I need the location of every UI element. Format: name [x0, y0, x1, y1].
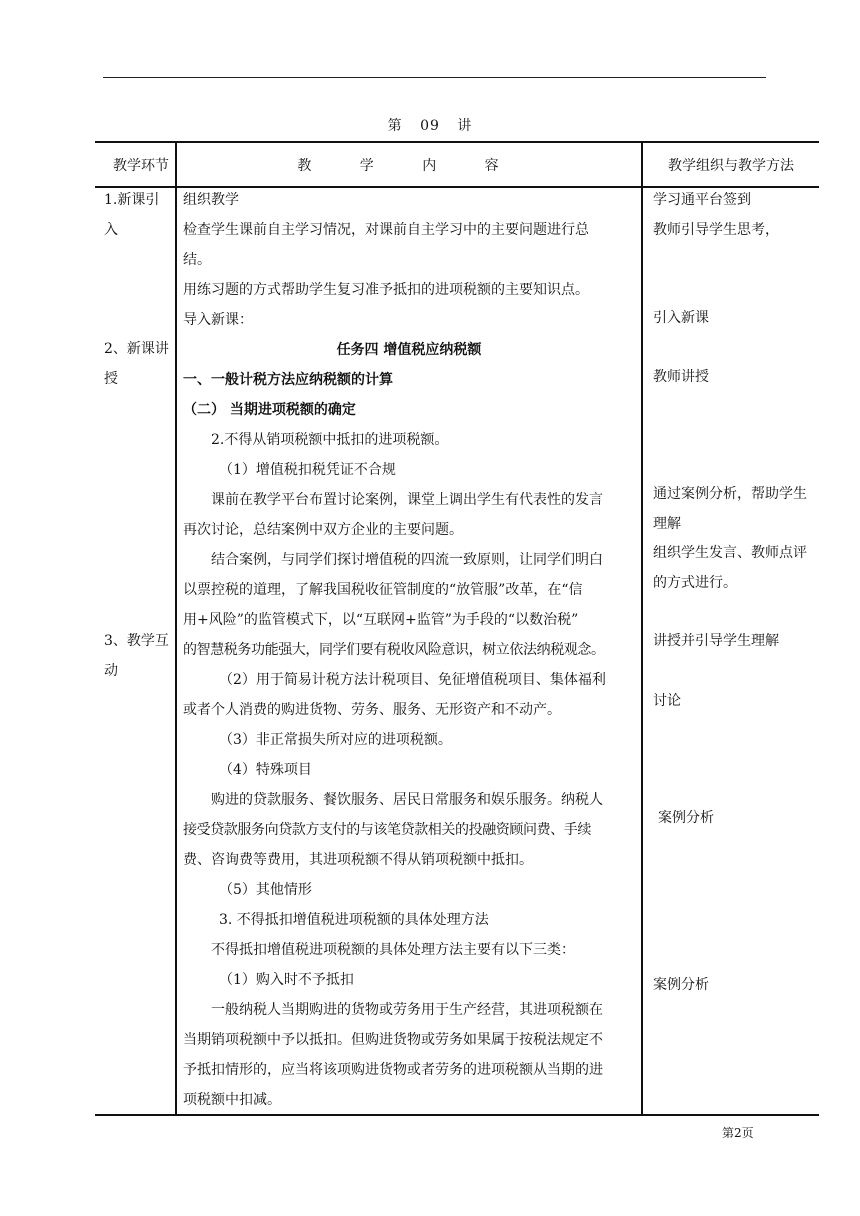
stage-teach-line1: 2、新课讲	[104, 341, 169, 357]
section-heading: 一、一般计税方法应纳税额的计算	[183, 372, 393, 388]
column-header-method: 教学组织与教学方法	[668, 158, 794, 174]
method-case-cont: 理解	[653, 516, 681, 532]
stage-intro-line1: 1.新课引	[104, 192, 160, 208]
method-intro: 引入新课	[653, 310, 709, 326]
stage-teach-line2: 授	[104, 371, 118, 387]
column-divider-2	[641, 141, 643, 1116]
content-line: 结合案例，与同学们探讨增值税的四流一致原则，让同学们明白	[211, 552, 603, 568]
content-line: 购进的贷款服务、餐饮服务、居民日常服务和娱乐服务。纳税人	[211, 792, 603, 808]
content-block	[183, 185, 635, 1115]
method-case: 通过案例分析，帮助学生	[653, 486, 807, 502]
lecture-number: 09	[420, 118, 440, 134]
method-case-analysis-1: 案例分析	[658, 810, 714, 826]
content-line: 或者个人消费的购进货物、劳务、服务、无形资产和不动产。	[183, 702, 561, 718]
content-line: 结。	[183, 252, 211, 268]
content-line: （2）用于简易计税方法计税项目、免征增值税项目、集体福利	[219, 672, 606, 688]
content-line: 导入新课：	[183, 312, 253, 328]
lesson-plan-table	[95, 141, 819, 1116]
stage-interact-line1: 3、教学互	[104, 633, 169, 649]
column-header-stage: 教学环节	[113, 158, 169, 174]
content-line: （5）其他情形	[219, 882, 312, 898]
content-line: 的智慧税务功能强大，同学们要有税收风险意识，树立依法纳税观念。	[183, 642, 605, 658]
content-line: 一般纳税人当期购进的货物或劳务用于生产经营，其进项税额在	[211, 1002, 603, 1018]
header-rule	[103, 77, 766, 78]
subsection-heading: （二） 当期进项税额的确定	[183, 402, 356, 418]
content-line: 检查学生课前自主学习情况，对课前自主学习中的主要问题进行总	[183, 222, 589, 238]
content-line: 不得抵扣增值税进项税额的具体处理方法主要有以下三类：	[211, 942, 575, 958]
method-discussion: 讨论	[653, 693, 681, 709]
method-explain: 讲授并引导学生理解	[653, 633, 779, 649]
method-guide: 教师引导学生思考，	[653, 222, 779, 238]
content-line: （1）购入时不予抵扣	[219, 972, 354, 988]
page-number: 第2页	[722, 1126, 754, 1140]
lecture-prefix: 第	[387, 118, 403, 134]
stage-intro-line2: 入	[104, 222, 118, 238]
stage-interact-line2: 动	[104, 663, 118, 679]
content-line: （4）特殊项目	[219, 762, 312, 778]
method-case-analysis-2: 案例分析	[653, 977, 709, 993]
content-line: （3）非正常损失所对应的进项税额。	[219, 732, 452, 748]
content-line: 2.不得从销项税额中抵扣的进项税额。	[211, 432, 449, 448]
content-line: 予抵扣情形的，应当将该项购进货物或者劳务的进项税额从当期的进	[183, 1062, 603, 1078]
method-discuss: 组织学生发言、教师点评	[653, 545, 807, 561]
column-header-content: 教 学 内 容	[297, 158, 521, 174]
content-line: 3. 不得抵扣增值税进项税额的具体处理方法	[219, 912, 489, 928]
section-title: 任务四 增值税应纳税额	[336, 342, 482, 358]
content-line: 课前在教学平台布置讨论案例，课堂上调出学生有代表性的发言	[211, 492, 603, 508]
stage-interact	[104, 626, 172, 686]
content-line: 接受贷款服务向贷款方支付的与该笔贷款相关的投融资顾问费、手续	[183, 822, 591, 838]
column-divider-1	[175, 141, 177, 1116]
content-line: 组织教学	[183, 192, 239, 208]
table-top-border	[95, 141, 819, 143]
method-signin: 学习通平台签到	[653, 192, 751, 208]
content-line: 以票控税的道理，了解我国税收征管制度的“放管服”改革，在“信	[183, 582, 583, 598]
content-line: 费、咨询费等费用，其进项税额不得从销项税额中抵扣。	[183, 852, 533, 868]
content-line: 用+风险”的监管模式下，以“互联网+监管”为手段的“以数治税”	[183, 612, 579, 628]
content-line: 项税额中扣减。	[183, 1092, 281, 1108]
method-discuss-cont: 的方式进行。	[653, 575, 737, 591]
stage-teach	[104, 334, 172, 394]
content-line: 当期销项税额中予以抵扣。但购进货物或劳务如果属于按税法规定不	[183, 1032, 603, 1048]
content-line: （1）增值税扣税凭证不合规	[219, 462, 396, 478]
lecture-suffix: 讲	[457, 118, 473, 134]
content-line: 再次讨论，总结案例中双方企业的主要问题。	[183, 522, 463, 538]
lecture-title	[0, 115, 860, 135]
method-lecture: 教师讲授	[653, 369, 709, 385]
stage-intro	[104, 185, 172, 245]
content-line: 用练习题的方式帮助学生复习准予抵扣的进项税额的主要知识点。	[183, 282, 589, 298]
